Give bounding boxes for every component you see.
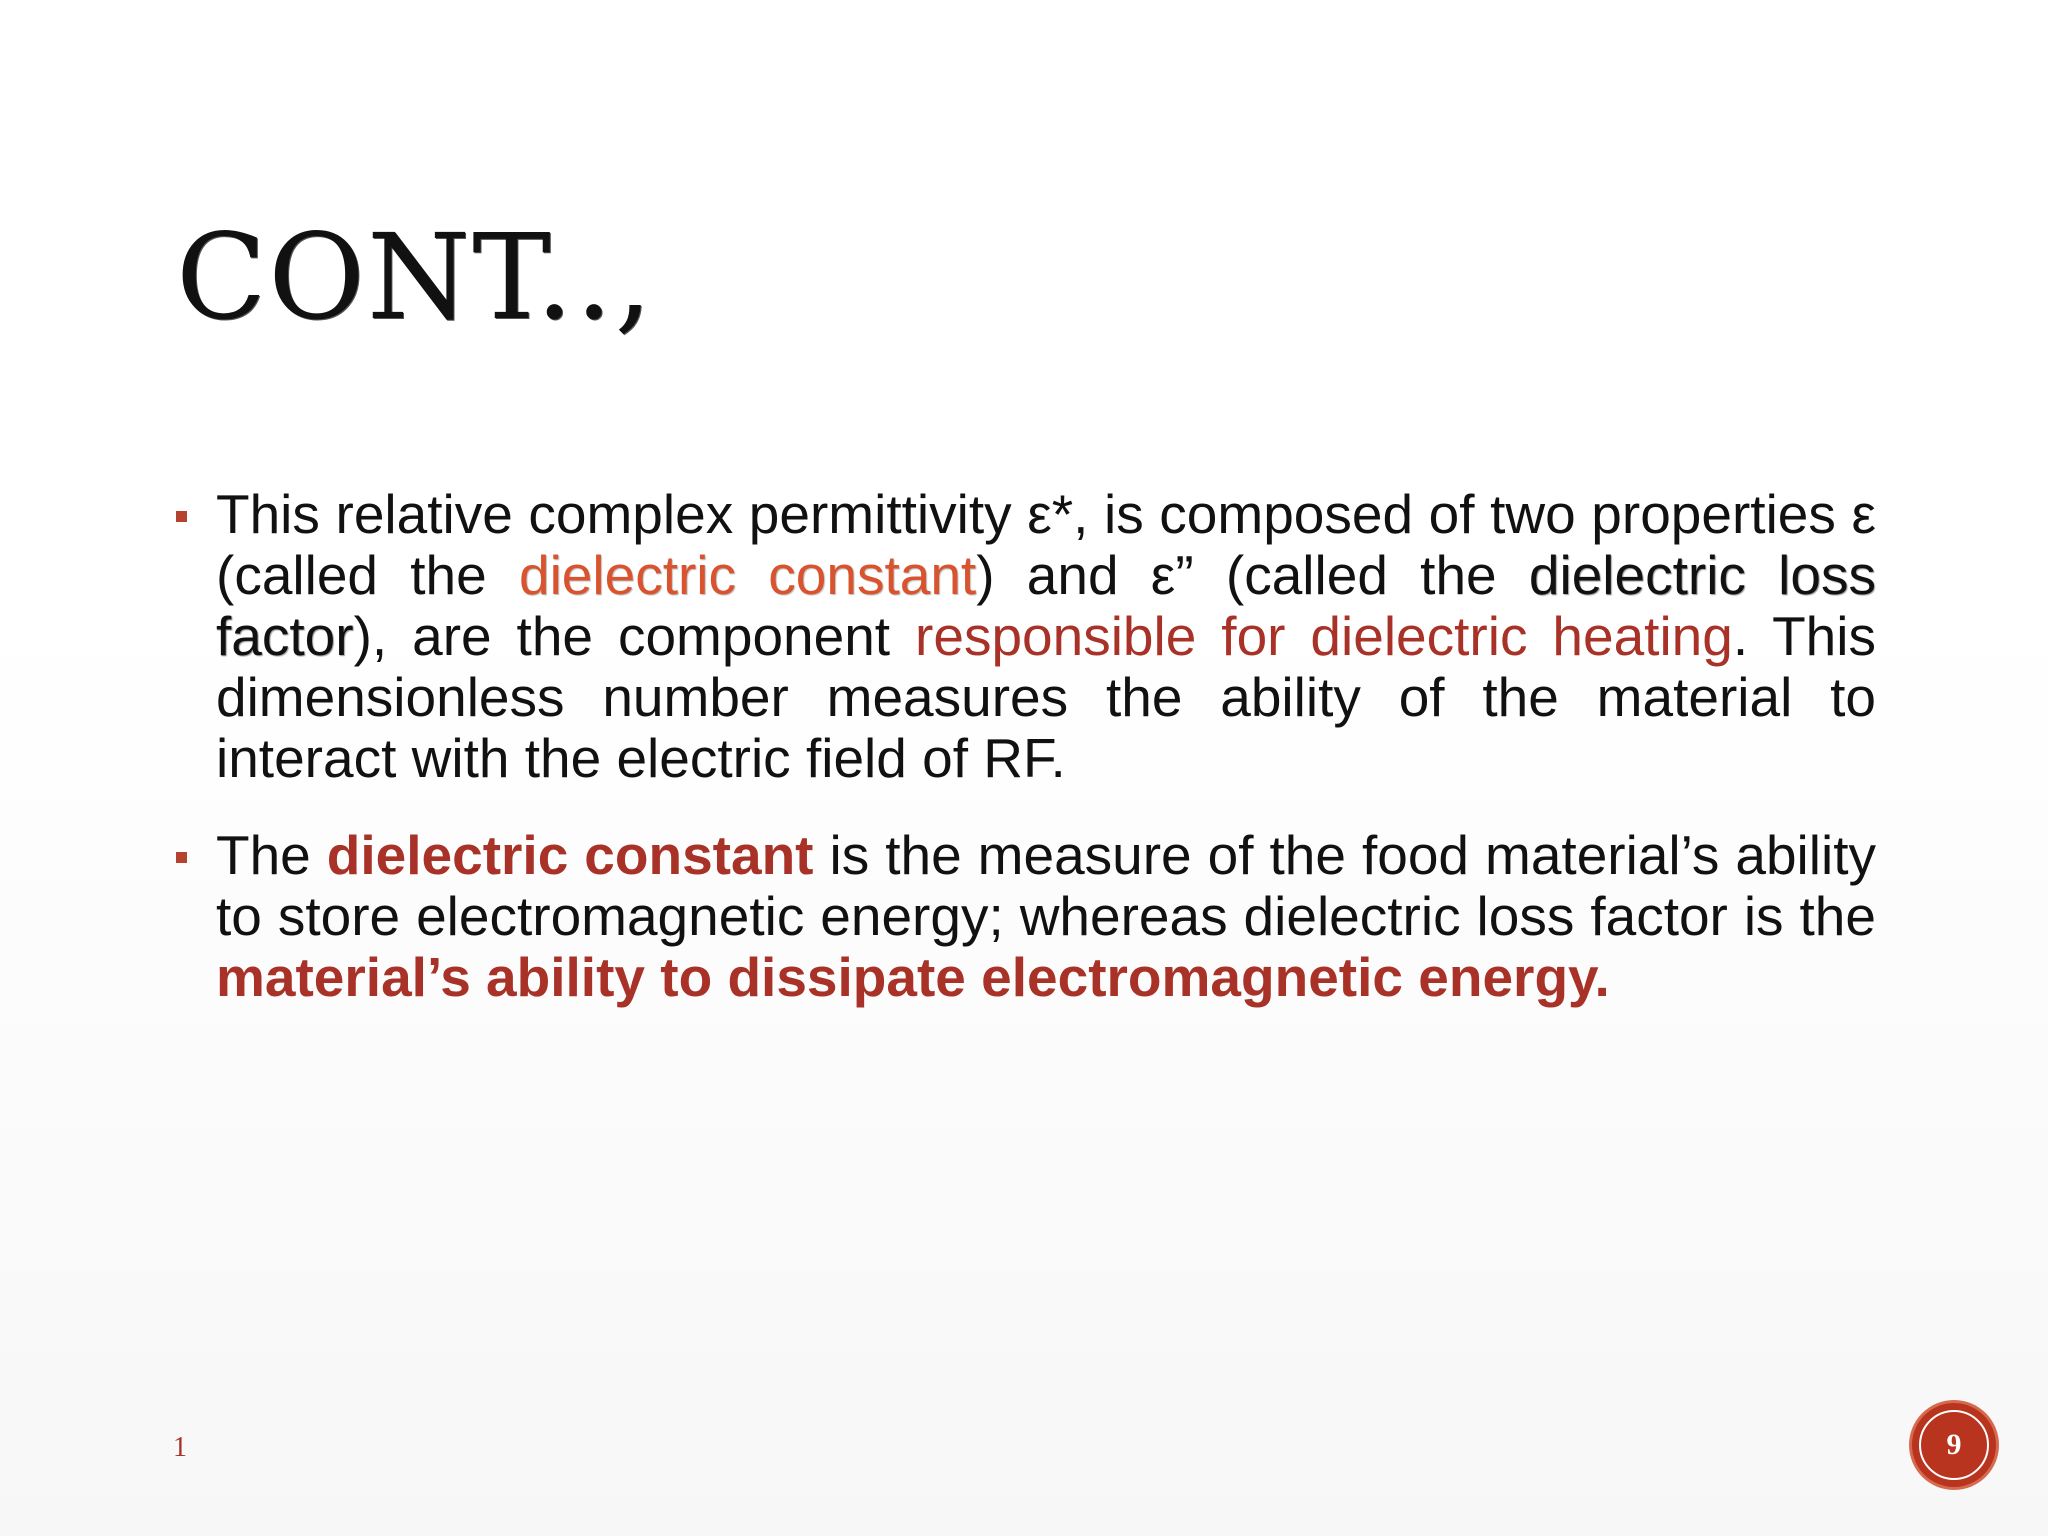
bullet-2-text-1: The xyxy=(216,824,327,886)
bullet-1-dielectric-constant: dielectric constant xyxy=(519,544,977,606)
bullet-1-text-3: ), are the component xyxy=(353,605,916,667)
bullet-1-responsible-heating: responsible for dielectric heating xyxy=(915,605,1733,667)
bullet-item-1 xyxy=(176,484,1876,789)
slide-title: CONT.., xyxy=(176,208,655,346)
bullet-2-dielectric-constant: dielectric constant xyxy=(326,824,814,886)
bullet-item-2 xyxy=(176,825,1876,1008)
page-number-badge xyxy=(1912,1403,1996,1487)
bullet-1-dielectric-loss-factor: dielectric loss factor xyxy=(216,544,1876,667)
bullet-square-icon xyxy=(176,511,187,522)
footer-number: 1 xyxy=(173,1432,187,1463)
page-number: 9 xyxy=(1919,1410,1989,1480)
bullet-2-dissipate-energy: material’s ability to dissipate electromagnetic energy. xyxy=(216,946,1610,1008)
bullet-list xyxy=(176,484,1876,1008)
bullet-1-text-1: This relative complex permittivity ε*, is composed of two properties ε (called the xyxy=(216,483,1876,606)
bullet-1-text-4: . This dimensionless number measures the ability of the material to interact with the electric field of RF. xyxy=(216,605,1876,789)
bullet-2-text-2: is the measure of the food material’s ability to store electromagnetic energy; whereas dielectric loss factor is the xyxy=(216,824,1876,947)
bullet-1-text-2: ) and ε” (called the xyxy=(976,544,1529,606)
bullet-square-icon xyxy=(176,852,187,863)
